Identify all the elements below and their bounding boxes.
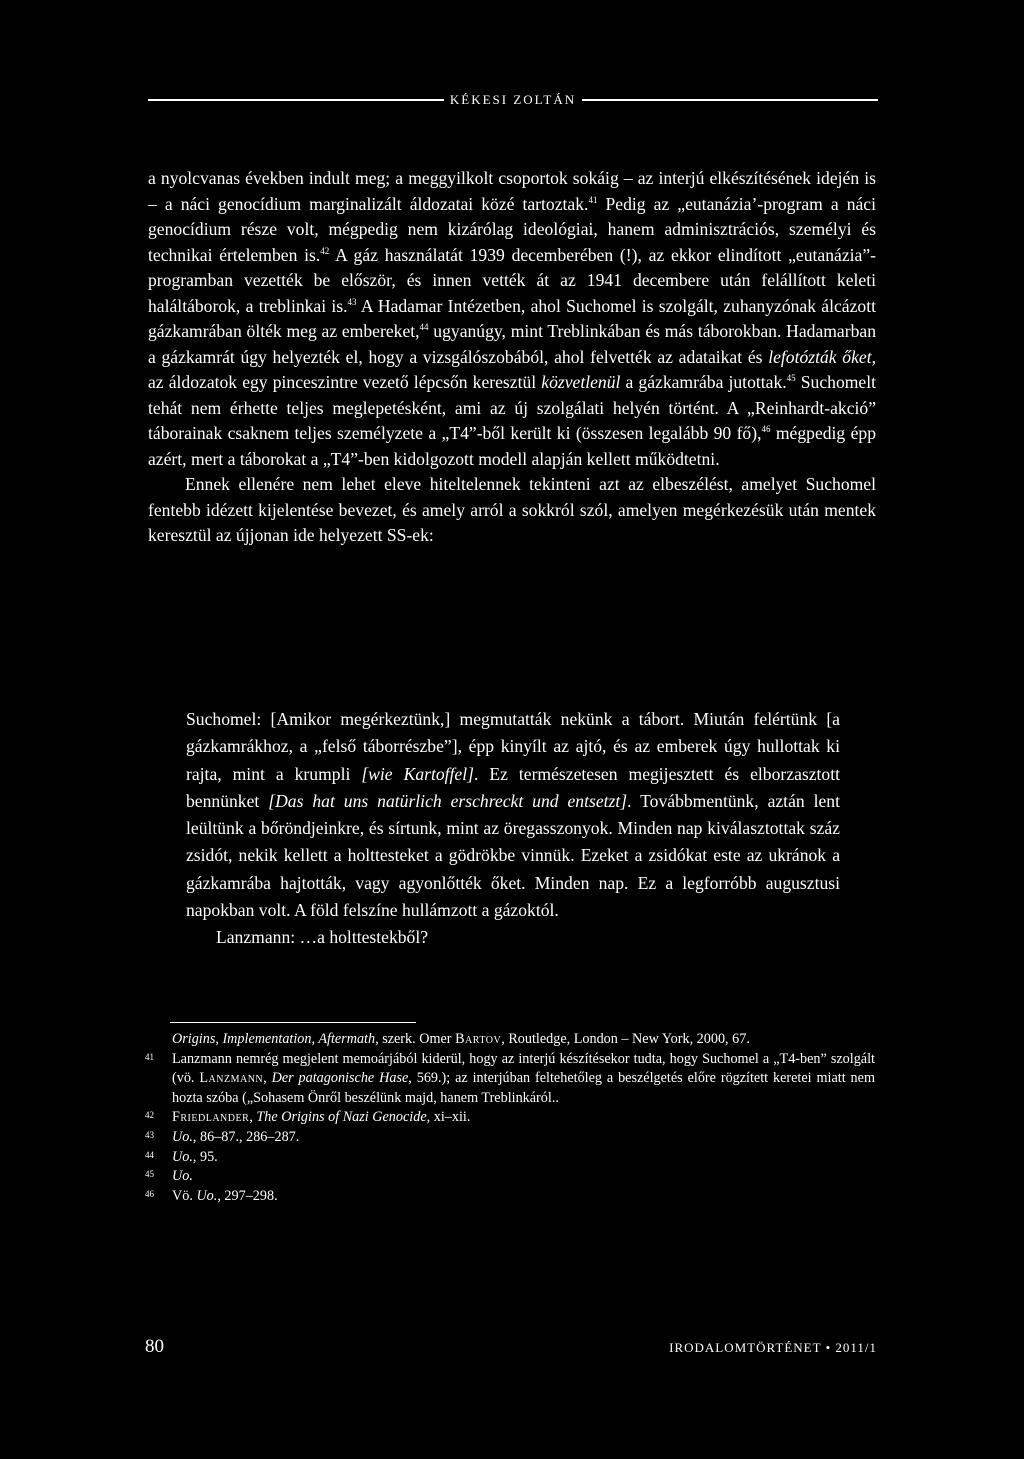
text-run: a nyolcvanas években indult meg; a meggyilkolt csoportok sokáig – az interjú elkészítésének idején is – a náci genocídium marginalizált áldozatai közé tartoztak. [148,168,876,214]
quote-lanzmann: Lanzmann: …a holttestekből? [216,927,429,948]
italic-run: Uo. [172,1168,193,1185]
text-run: szerk. Omer [378,1031,456,1047]
author-name: Friedlander [172,1109,250,1126]
italic-run: Uo. [196,1187,218,1204]
page-footer [145,1336,877,1358]
text-run: , [263,1070,272,1087]
page-number: 80 [145,1336,164,1357]
italic-run: [Das hat uns natürlich erschreckt und entsetzt] [268,790,628,811]
italic-run: [wie Kartoffel] [361,763,474,784]
footnote-number: 41 [145,1051,154,1062]
journal-name: IRODALOMTÖRTÉNET • 2011/1 [669,1340,877,1355]
footnote-ref-44: 44 [419,322,429,332]
footnote-43 [145,1128,875,1148]
italic-run: Uo. [172,1148,193,1165]
footnote-number: 46 [145,1188,154,1199]
text-run: Vö. [172,1187,197,1204]
block-quote [186,706,840,952]
text-run: Suchomelt tehát nem érhette teljes meglepetésként, ami az új szolgálati helyén történt. A „Reinhardt-akció” táborainak csaknem teljes személyzete a „T4”-ből került ki (összesen legalább 90 fő), [148,372,877,443]
text-run: mégpedig épp azért, mert a táborokat a „T4”-ben kidolgozott modell alapján kellett működtetni. [148,423,876,469]
text-run: Pedig az „eutanázia’-program a náci genocídium része volt, mégpedig nem kizárólag ideológiai, hanem adminisztrációs, személyi és technikai értelemben is. [148,193,877,265]
text-run: , 297–298. [217,1187,278,1204]
italic-run: Der patagonische Hase [271,1070,409,1087]
footnote-separator [170,1022,416,1023]
main-text [148,166,876,549]
italic-run: Origins, Implementation, Aftermath, [172,1031,379,1047]
italic-run: The Origins of Nazi Genocide, [256,1109,431,1126]
italic-run: lefotózták őket, [768,346,876,367]
header-rule-right [582,99,878,101]
text-run: az áldozatok egy pinceszintre vezető lépcsőn keresztül [148,372,542,392]
footnote-continued [145,1030,875,1050]
author-name: Lanzmann [199,1070,264,1087]
footnote-41 [145,1050,875,1109]
text-run: , 86–87., 286–287. [192,1128,300,1145]
italic-run: Uo. [172,1128,193,1145]
footnote-number: 43 [145,1129,154,1140]
paragraph-2: Ennek ellenére nem lehet eleve hiteltelennek tekinteni azt az elbeszélést, amelyet Suchomel fentebb idézett kijelentése bevezet, és amely arról a sokkról szól, amelyen megérkezésük után mentek keresztül az újjonan ide helyezett SS-ek: [148,474,876,545]
text-run: . Ez természetesen megijesztett és elborzasztott bennünket [186,763,840,811]
footnote-number: 42 [145,1110,154,1121]
footnote-ref-41: 41 [588,194,598,205]
text-run: Suchomel: [Amikor megérkeztünk,] megmutatták nekünk a tábort. Miután felértünk [a gázkamrákhoz, a „felső táborrészbe”], épp kinyílt az ajtó, és az emberek úgy hullottak ki rajta, mint a krumpli [186,709,840,784]
text-run: ugyanúgy, mint Treblinkában és más táborokban. Hadamarban a gázkamrát úgy helyezték el, hogy a vizsgálószobából, ahol felvették az adataikat és [148,321,876,367]
footnote-42 [145,1108,875,1128]
text-run: , Routledge, London – New York, 2000, 67. [501,1031,750,1047]
running-header [148,92,878,108]
text-run: A Hadamar Intézetben, ahol Suchomel is szolgált, zuhanyzónak álcázott gázkamrában ölték meg az embereket, [148,295,876,341]
footnote-number: 45 [145,1169,154,1180]
text-run: A gáz használatát 1939 decemberében (!), az ekkor elindított „eutanázia”-programban vezették be először, és innen vették át az 1941 decembere után felállított keleti haláltáborok, a treblinkai is. [148,244,877,316]
text-run: Lanzmann nemrég megjelent memoárjából kiderül, hogy az interjú készítésekor tudta, hogy Suchomel a „T4-ben” szolgált (vö. [172,1050,875,1087]
header-rule-left [148,99,444,101]
text-run: , 95. [192,1148,218,1165]
footnote-ref-42: 42 [320,245,330,256]
text-run: , [249,1109,257,1126]
footnote-45 [145,1167,875,1187]
footnote-ref-46: 46 [761,424,771,434]
footnote-ref-45: 45 [786,373,796,383]
text-run: xi–xii. [430,1109,471,1126]
text-run: , 569.); az interjúban feltehetőleg a beszélgetés előre rögzített keretei miatt nem hozta szóba („Sohasem Önről beszélünk majd, hanem Treblinkáról.. [172,1070,875,1106]
footnote-ref-43: 43 [347,296,357,307]
text-run: . Továbbmentünk, aztán lent leültünk a bőröndjeinkre, és sírtunk, mint az öregasszonyok. Minden nap kiválasztottak száz zsidót, nekik kellett a holttesteket a gödrökbe vinnük. Ezeket a zsidókat este az ukránok a gázkamrába hajtották, vagy agyonlőtték őket. Minden nap. Ez a legforróbb augusztusi napokban volt. A föld felszíne hullámzott a gázoktól. [186,790,840,921]
quote-suchomel [186,706,840,924]
running-header-author: KÉKESI ZOLTÁN [449,92,577,107]
footnote-44 [145,1148,875,1168]
footnote-46 [145,1187,875,1207]
author-name: Bartov [455,1031,502,1047]
footnote-number: 44 [145,1149,154,1160]
italic-run: közvetlenül [541,372,621,392]
paragraph-1 [148,166,876,472]
footnotes [145,1030,875,1206]
text-run: a gázkamrába jutottak. [620,372,787,392]
